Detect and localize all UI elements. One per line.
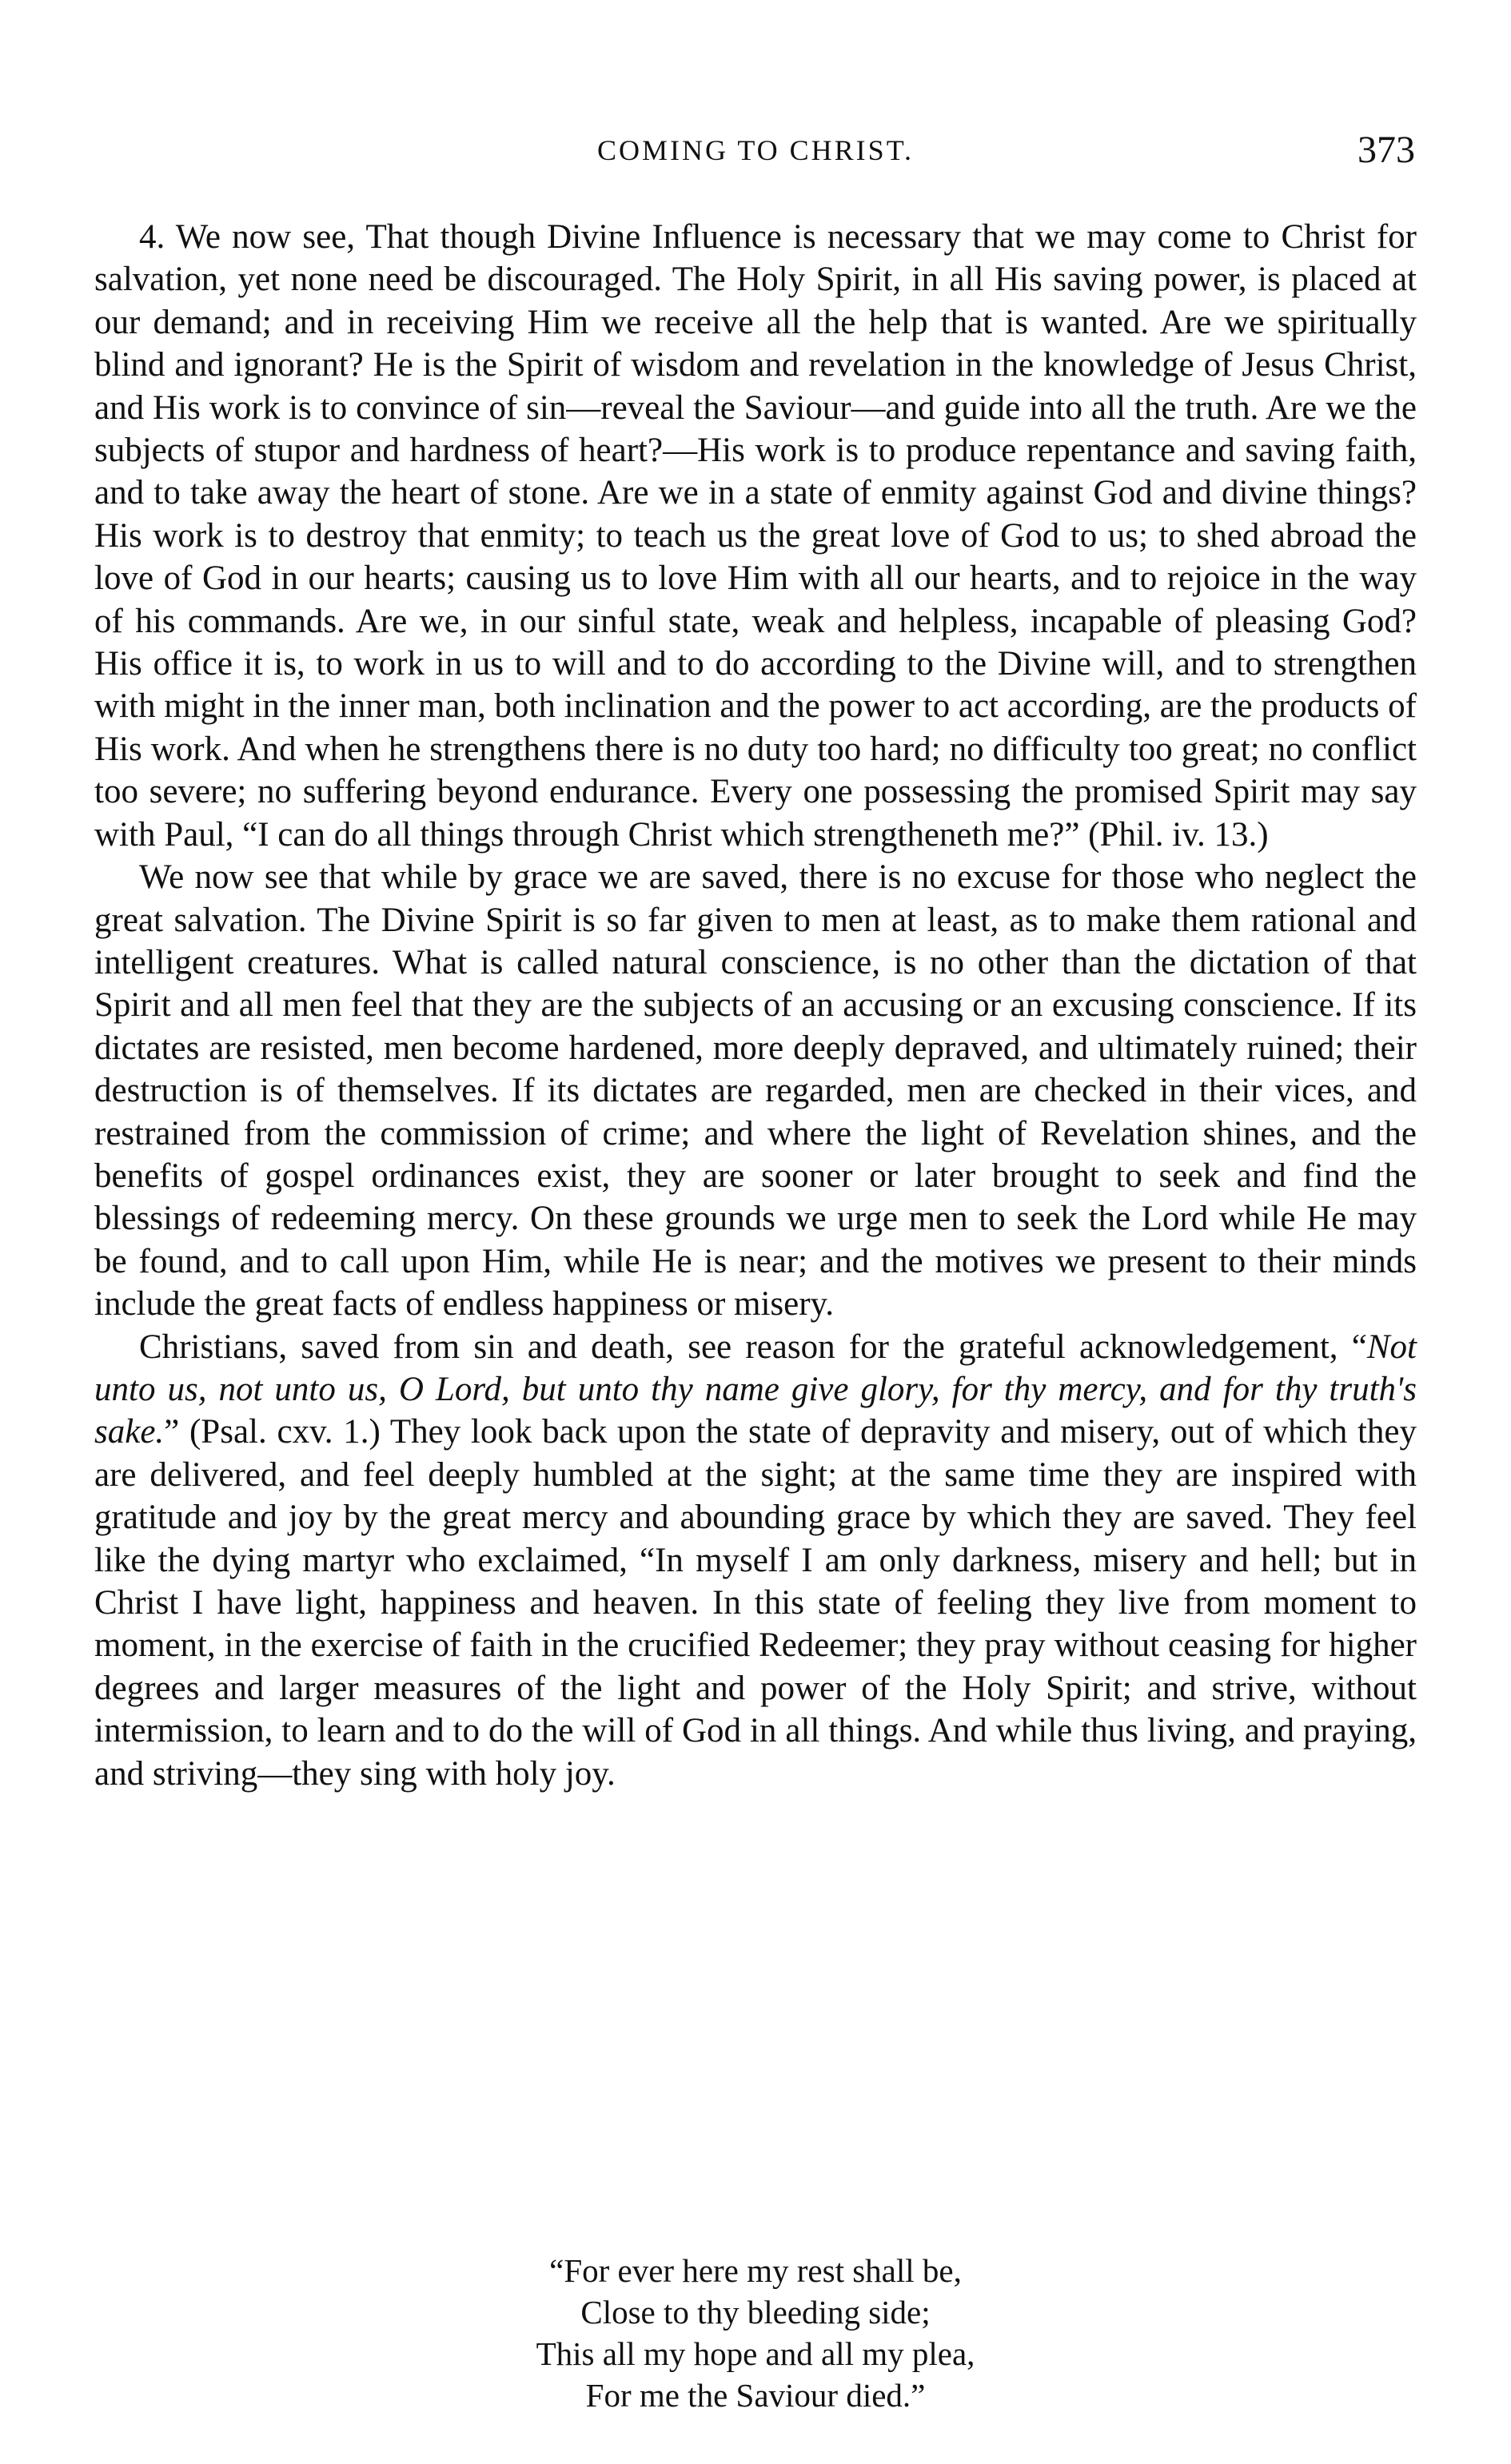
- paragraph-christians-rest: ” (Psal. cxv. 1.) They look back upon the state of depravity and misery, out of which they are delivered, and feel deeply humbled at the sight; at the same time they are inspired with gratitude and joy by the great mercy and abounding grace by which they are saved. They feel like the dying martyr who exclaimed, “In myself I am only darkness, misery and hell; but in Christ I have light, happiness and heaven. In this state of feeling they live from moment to moment, in the exercise of faith in the crucified Redeemer; they pray without ceasing for higher degrees and larger measures of the light and power of the Holy Spirit; and strive, without intermission, to learn and to do the will of God in all things. And while thus living, and praying, and striving—they sing with holy joy.: [94, 1413, 1417, 1793]
- body-text: [94, 216, 1417, 1795]
- hymn-line-1: “For ever here my rest shall be,: [549, 2252, 962, 2289]
- running-head: [0, 126, 1511, 174]
- page-number: 373: [1358, 129, 1415, 171]
- psalm-quotation: Not unto us, not unto us, O Lord, but unto thy name give glory, for thy mercy, and for thy truth's sake.: [94, 1328, 1417, 1451]
- paragraph-christians-lead: Christians, saved from sin and death, see reason for the grateful acknowledgement, “: [139, 1328, 1367, 1366]
- paragraph-divine-influence: 4. We now see, That though Divine Influence is necessary that we may come to Christ for salvation, yet none need be discouraged. The Holy Spirit, in all His saving power, is placed at our demand; and in receiving Him we receive all the help that is wanted. Are we spiritually blind and ignorant? He is the Spirit of wisdom and revelation in the knowledge of Jesus Christ, and His work is to convince of sin—reveal the Saviour—and guide into all the truth. Are we the subjects of stupor and hardness of heart?—His work is to produce repentance and saving faith, and to take away the heart of stone. Are we in a state of enmity against God and divine things? His work is to destroy that enmity; to teach us the great love of God to us; to shed abroad the love of God in our hearts; causing us to love Him with all our hearts, and to rejoice in the way of his commands. Are we, in our sinful state, weak and helpless, incapable of pleasing God? His office it is, to work in us to will and to do according to the Divine will, and to strengthen with might in the inner man, both inclination and the power to act according, are the products of His work. And when he strengthens there is no duty too hard; no difficulty too great; no conflict too severe; no suffering beyond endurance. Every one possessing the promised Spirit may say with Paul, “I can do all things through Christ which strengtheneth me?” (Phil. iv. 13.): [94, 218, 1417, 854]
- hymn-line-4: For me the Saviour died.”: [585, 2377, 926, 2414]
- hymn-line-2: Close to thy bleeding side;: [580, 2294, 931, 2331]
- paragraph-no-excuse: We now see that while by grace we are saved, there is no excuse for those who neglect the great salvation. The Divine Spirit is so far given to men at least, as to make them rational and intelligent creatures. What is called natural conscience, is no other than the dictation of that Spirit and all men feel that they are the subjects of an accusing or an excusing conscience. If its dictates are resisted, men become hardened, more deeply depraved, and ultimately ruined; their destruction is of themselves. If its dictates are regarded, men are checked in their vices, and restrained from the commission of crime; and where the light of Revelation shines, and the benefits of gospel ordinances exist, they are sooner or later brought to seek and find the blessings of redeeming mercy. On these grounds we urge men to seek the Lord while He may be found, and to call upon Him, while He is near; and the motives we present to their minds include the great facts of endless happiness or misery.: [94, 858, 1417, 1324]
- paragraph-christians-saved: [94, 1326, 1417, 1795]
- hymn-line-3: This all my hope and all my plea,: [536, 2335, 975, 2372]
- running-title: COMING TO CHRIST.: [596, 134, 915, 166]
- hymn-verse: [0, 2250, 1511, 2416]
